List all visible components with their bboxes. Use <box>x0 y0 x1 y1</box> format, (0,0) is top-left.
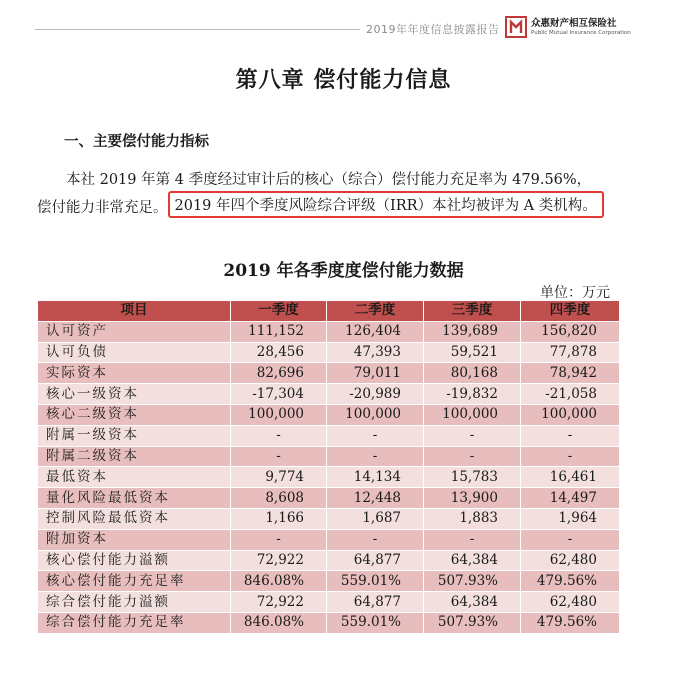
table-row <box>38 488 620 509</box>
logo-chinese-name: 众惠财产相互保险社 <box>531 17 617 29</box>
table-cell-q3: -19,832 <box>424 384 521 405</box>
table-cell-q1: 72,922 <box>231 550 327 571</box>
table-cell-q2: - <box>327 529 424 550</box>
report-title: 2019年年度信息披露报告 <box>366 23 500 36</box>
row-label: 核心二级资本 <box>38 404 231 425</box>
table-cell-q2: 100,000 <box>327 404 424 425</box>
paragraph-line-2-prefix: 偿付能力非常充足。 <box>37 200 168 216</box>
row-label: 核心一级资本 <box>38 384 231 405</box>
table-cell-q2: - <box>327 425 424 446</box>
row-label: 附属一级资本 <box>38 425 231 446</box>
table-row <box>38 550 620 571</box>
column-header-q3: 三季度 <box>424 301 521 322</box>
table-row <box>38 342 620 363</box>
table-cell-q2: 12,448 <box>327 488 424 509</box>
row-label: 认可资产 <box>38 321 231 342</box>
row-label: 量化风险最低资本 <box>38 488 231 509</box>
table-row <box>38 508 620 529</box>
row-label: 核心偿付能力充足率 <box>38 571 231 592</box>
table-cell-q1: - <box>231 446 327 467</box>
table-cell-q4: - <box>521 529 620 550</box>
row-label: 附属二级资本 <box>38 446 231 467</box>
header-rule <box>35 29 360 30</box>
table-cell-q4: 14,497 <box>521 488 620 509</box>
table-row <box>38 467 620 488</box>
row-label: 综合偿付能力充足率 <box>38 612 231 633</box>
logo-english-name: Public Mutual Insurance Corporation <box>531 29 631 36</box>
table-cell-q2: 14,134 <box>327 467 424 488</box>
table-cell-q3: 1,883 <box>424 508 521 529</box>
table-cell-q1: 111,152 <box>231 321 327 342</box>
table-cell-q1: 72,922 <box>231 592 327 613</box>
table-cell-q3: 100,000 <box>424 404 521 425</box>
table-row <box>38 529 620 550</box>
table-cell-q4: 78,942 <box>521 363 620 384</box>
row-label: 实际资本 <box>38 363 231 384</box>
table-cell-q1: 846.08% <box>231 612 327 633</box>
table-cell-q2: 559.01% <box>327 571 424 592</box>
table-row <box>38 363 620 384</box>
paragraph-line-1: 本社 2019 年第 4 季度经过审计后的核心（综合）偿付能力充足率为 479.56%， <box>66 172 592 188</box>
table-cell-q2: 79,011 <box>327 363 424 384</box>
table-row <box>38 321 620 342</box>
table-row <box>38 384 620 405</box>
table-row <box>38 592 620 613</box>
paragraph-line-2 <box>37 193 637 220</box>
table-cell-q4: 156,820 <box>521 321 620 342</box>
table-header-row <box>38 301 620 322</box>
solvency-table <box>37 300 620 634</box>
company-logo-icon <box>505 16 527 38</box>
table-row <box>38 571 620 592</box>
highlighted-rating-text: 2019 年四个季度风险综合评级（IRR）本社均被评为 A 类机构。 <box>168 191 604 218</box>
chapter-title: 第八章 偿付能力信息 <box>235 68 452 93</box>
table-cell-q4: 100,000 <box>521 404 620 425</box>
table-cell-q1: -17,304 <box>231 384 327 405</box>
table-cell-q3: - <box>424 446 521 467</box>
section-title: 一、主要偿付能力指标 <box>64 134 209 150</box>
table-row <box>38 404 620 425</box>
table-cell-q1: - <box>231 529 327 550</box>
table-cell-q4: 62,480 <box>521 592 620 613</box>
table-cell-q2: 47,393 <box>327 342 424 363</box>
table-cell-q3: - <box>424 425 521 446</box>
table-cell-q4: -21,058 <box>521 384 620 405</box>
table-cell-q1: - <box>231 425 327 446</box>
column-header-q4: 四季度 <box>521 301 620 322</box>
table-cell-q3: 507.93% <box>424 571 521 592</box>
table-row <box>38 612 620 633</box>
table-cell-q4: - <box>521 425 620 446</box>
table-cell-q4: 77,878 <box>521 342 620 363</box>
table-row <box>38 425 620 446</box>
table-unit: 单位：万元 <box>540 285 610 301</box>
page-header <box>35 16 655 42</box>
table-cell-q1: 1,166 <box>231 508 327 529</box>
table-cell-q1: 846.08% <box>231 571 327 592</box>
row-label: 附加资本 <box>38 529 231 550</box>
column-header-item: 项目 <box>38 301 231 322</box>
table-cell-q4: 62,480 <box>521 550 620 571</box>
row-label: 核心偿付能力溢额 <box>38 550 231 571</box>
table-cell-q1: 9,774 <box>231 467 327 488</box>
table-cell-q1: 28,456 <box>231 342 327 363</box>
table-cell-q4: - <box>521 446 620 467</box>
table-cell-q2: 64,877 <box>327 550 424 571</box>
row-label: 最低资本 <box>38 467 231 488</box>
table-cell-q2: 64,877 <box>327 592 424 613</box>
table-title: 2019 年各季度度偿付能力数据 <box>223 261 464 281</box>
table-cell-q2: 1,687 <box>327 508 424 529</box>
table-cell-q4: 16,461 <box>521 467 620 488</box>
table-cell-q3: 80,168 <box>424 363 521 384</box>
table-cell-q2: - <box>327 446 424 467</box>
row-label: 综合偿付能力溢额 <box>38 592 231 613</box>
table-row <box>38 446 620 467</box>
table-cell-q3: - <box>424 529 521 550</box>
table-cell-q3: 59,521 <box>424 342 521 363</box>
table-cell-q4: 479.56% <box>521 612 620 633</box>
table-cell-q3: 507.93% <box>424 612 521 633</box>
table-cell-q1: 82,696 <box>231 363 327 384</box>
table-cell-q4: 479.56% <box>521 571 620 592</box>
table-cell-q1: 8,608 <box>231 488 327 509</box>
column-header-q1: 一季度 <box>231 301 327 322</box>
row-label: 认可负债 <box>38 342 231 363</box>
table-cell-q3: 13,900 <box>424 488 521 509</box>
table-cell-q2: 126,404 <box>327 321 424 342</box>
table-cell-q2: -20,989 <box>327 384 424 405</box>
table-cell-q2: 559.01% <box>327 612 424 633</box>
table-cell-q3: 64,384 <box>424 592 521 613</box>
table-cell-q1: 100,000 <box>231 404 327 425</box>
company-logo <box>505 16 631 38</box>
table-cell-q3: 139,689 <box>424 321 521 342</box>
row-label: 控制风险最低资本 <box>38 508 231 529</box>
table-cell-q3: 15,783 <box>424 467 521 488</box>
column-header-q2: 二季度 <box>327 301 424 322</box>
table-cell-q4: 1,964 <box>521 508 620 529</box>
table-cell-q3: 64,384 <box>424 550 521 571</box>
